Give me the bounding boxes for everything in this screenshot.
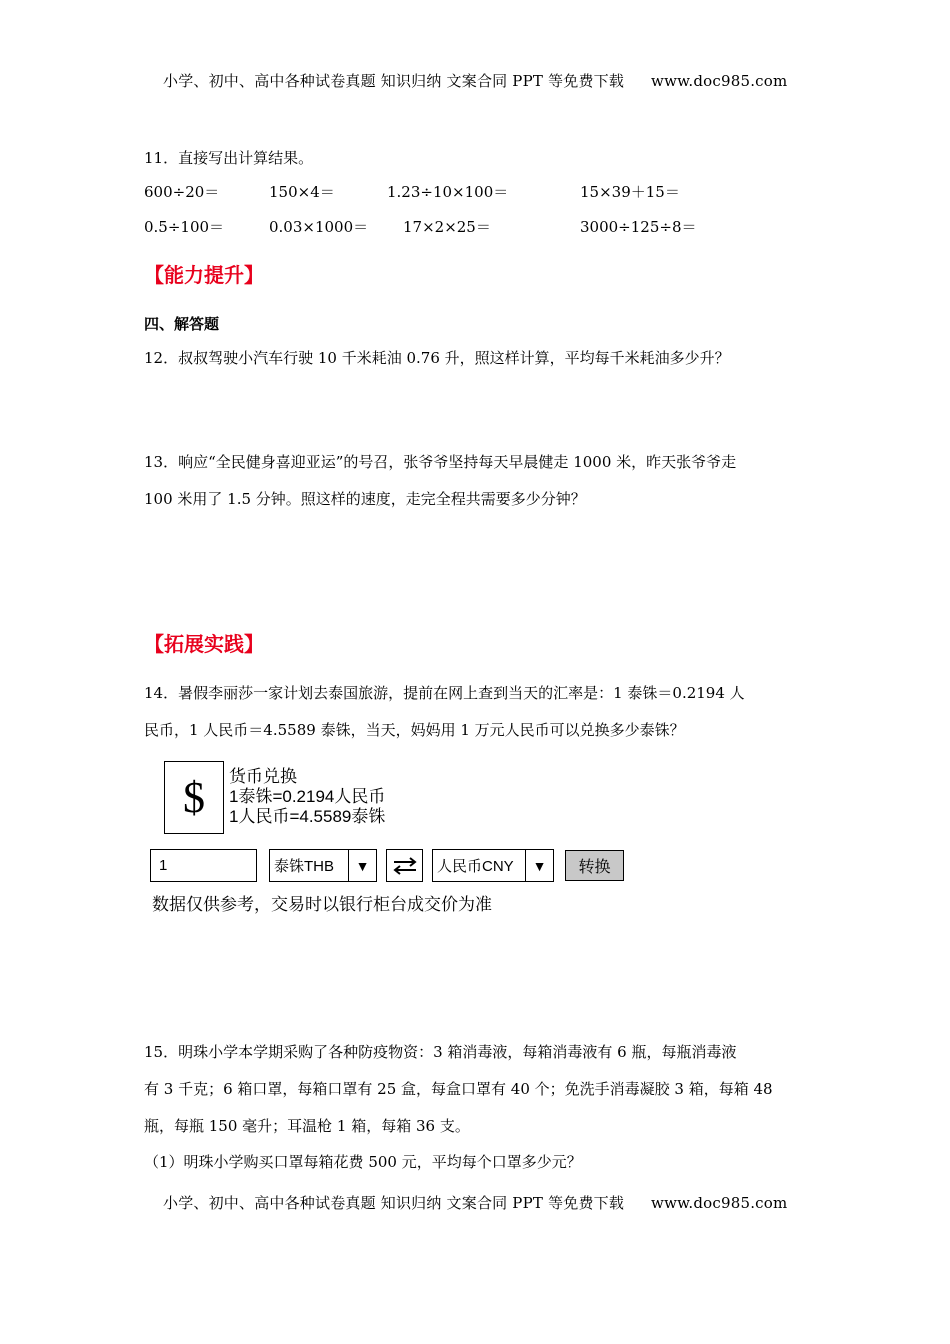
dollar-sign-icon: $ [183, 773, 205, 822]
q15-line1: 15．明珠小学本学期采购了各种防疫物资：3 箱消毒液，每箱消毒液有 6 瓶，每瓶消毒液 [144, 1043, 737, 1061]
q11-item: 1.23÷10×100＝ [387, 183, 509, 201]
q15-line2: 有 3 千克；6 箱口罩，每箱口罩有 25 盒，每盒口罩有 40 个；免洗手消毒凝胶 3 箱，每箱 48 [144, 1080, 773, 1098]
converter-note: 数据仅供参考，交易时以银行柜台成交价为准 [152, 895, 492, 914]
converter-rate1: 1泰铢=0.2194人民币 [229, 787, 386, 806]
swap-arrows-icon [391, 856, 419, 876]
q11-item: 3000÷125÷8＝ [580, 218, 697, 236]
section-four-heading: 四、解答题 [144, 315, 220, 333]
dropdown-arrow-icon: ▼ [348, 850, 376, 881]
to-currency-label: 人民币CNY [437, 858, 514, 875]
dropdown-arrow-icon: ▼ [525, 850, 553, 881]
q11-item: 17×2×25＝ [403, 218, 491, 236]
header-text: 小学、初中、高中各种试卷真题 知识归纳 文案合同 PPT 等免费下载 [163, 72, 625, 90]
swap-currency-button[interactable] [386, 849, 423, 882]
q11-item: 0.03×1000＝ [269, 218, 369, 236]
q11-item: 15×39＋15＝ [580, 183, 680, 201]
converter-rate2: 1人民币=4.5589泰铢 [229, 807, 386, 826]
q11-item: 150×4＝ [269, 183, 335, 201]
section-heading-ability: 【能力提升】 [144, 263, 264, 287]
q12-text: 12．叔叔驾驶小汽车行驶 10 千米耗油 0.76 升，照这样计算，平均每千米耗油多少升？ [144, 349, 730, 367]
footer-site: www.doc985.com [651, 1194, 788, 1212]
converter-title: 货币兑换 [229, 767, 297, 786]
page-footer [163, 1192, 787, 1213]
q15-sub1: （1）明珠小学购买口罩每箱花费 500 元，平均每个口罩多少元？ [144, 1153, 582, 1171]
convert-button[interactable]: 转换 [565, 850, 624, 881]
section-heading-expand: 【拓展实践】 [144, 632, 264, 656]
q13-line1: 13．响应“全民健身喜迎亚运”的号召，张爷爷坚持每天早晨健走 1000 米，昨天张爷爷走 [144, 453, 737, 471]
q13-line2: 100 米用了 1.5 分钟。照这样的速度，走完全程共需要多少分钟？ [144, 490, 586, 508]
to-currency-select[interactable] [432, 849, 554, 882]
q11-item: 0.5÷100＝ [144, 218, 225, 236]
q15-line3: 瓶，每瓶 150 毫升；耳温枪 1 箱，每箱 36 支。 [144, 1117, 470, 1135]
from-currency-select[interactable] [269, 849, 377, 882]
header-site: www.doc985.com [651, 72, 788, 90]
q11-title: 11．直接写出计算结果。 [144, 149, 314, 167]
q11-item: 600÷20＝ [144, 183, 220, 201]
q14-line2: 民币，1 人民币＝4.5589 泰铢，当天，妈妈用 1 万元人民币可以兑换多少泰铢？ [144, 721, 685, 739]
amount-input[interactable] [150, 849, 257, 882]
from-currency-label: 泰铢THB [274, 858, 335, 875]
dollar-sign-icon-box [164, 761, 224, 834]
amount-input-value: 1 [159, 857, 168, 874]
q14-line1: 14．暑假李丽莎一家计划去泰国旅游，提前在网上查到当天的汇率是：1 泰铢＝0.2194 人 [144, 684, 745, 702]
page-header [163, 70, 787, 91]
footer-text: 小学、初中、高中各种试卷真题 知识归纳 文案合同 PPT 等免费下载 [163, 1194, 625, 1212]
